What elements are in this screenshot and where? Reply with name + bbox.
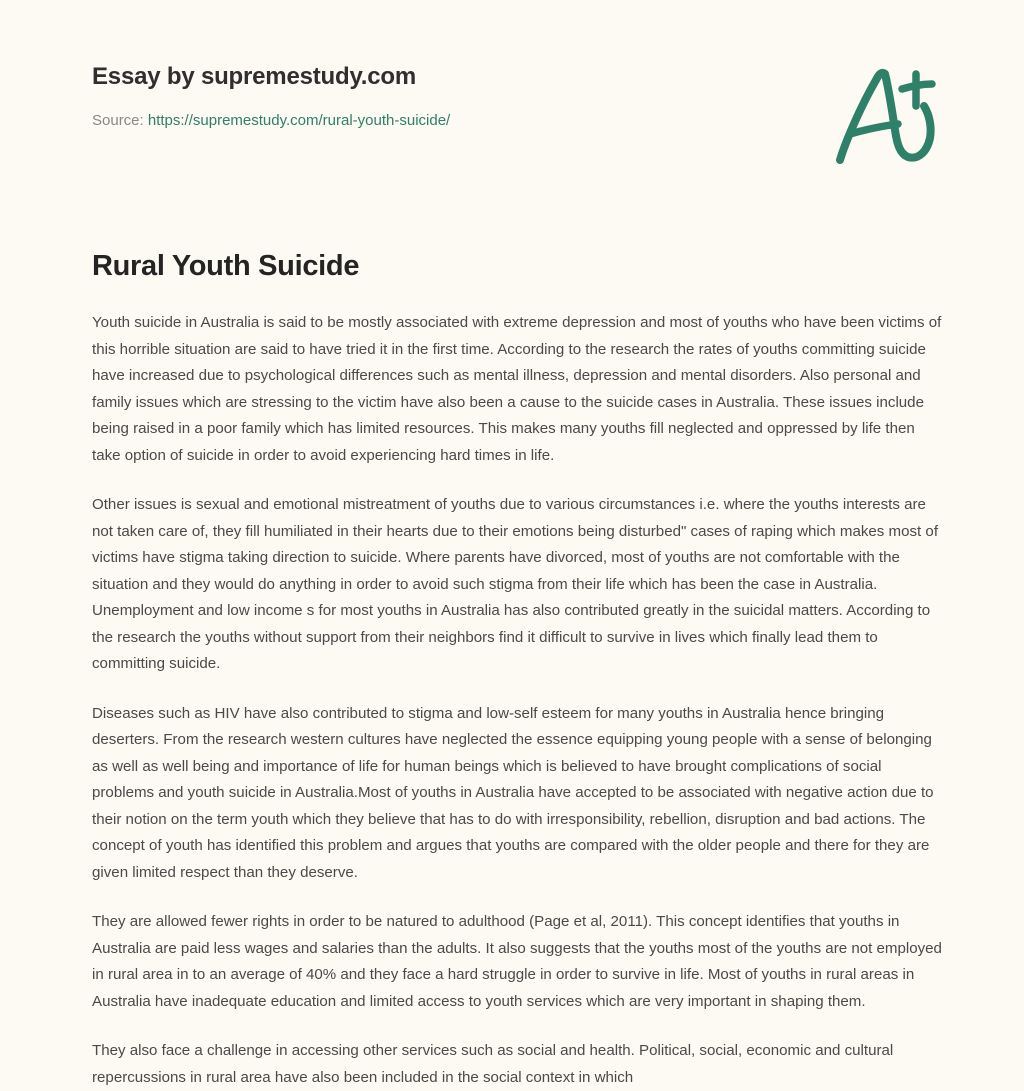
article <box>92 248 944 1091</box>
article-paragraph: They also face a challenge in accessing other services such as social and health. Political, social, economic and cultural repercussions in rural area have also been included in the social context in which <box>92 1042 894 1086</box>
article-paragraph: Youth suicide in Australia is said to be mostly associated with extreme depression and most of youths who have been victims of this horrible situation are said to have tried it in the first time. According to the research the rates of youths committing suicide have increased due to psychological differences such as mental illness, depression and mental disorders. Also personal and family issues which are stressing to the victim have also been a cause to the suicide cases in Australia. These issues include being raised in a poor family which has limited resources. This makes many youths fill neglected and oppressed by life then take option of suicide in order to avoid experiencing hard times in life. <box>92 314 942 464</box>
source-line <box>92 92 450 130</box>
source-label: Source: <box>92 111 144 129</box>
page-header <box>0 0 1024 200</box>
article-paragraph: They are allowed fewer rights in order to be natured to adulthood (Page et al, 2011). This concept identifies that youths in Australia are paid less wages and salaries than the adults. It also suggests that the youths most of the youths are not employed in rural area in to an average of 40% and they face a hard struggle in order to survive in life. Most of youths in rural areas in Australia have inadequate education and limited access to youth services which are very important in shaping them. <box>92 913 942 1010</box>
article-paragraph: Other issues is sexual and emotional mistreatment of youths due to various circumstances i.e. where the youths interests are not taken care of, they fill humiliated in their hearts due to their emotions being disturbed" cases of raping which makes most of victims have stigma taking direction to suicide. Where parents have divorced, most of youths are not comfortable with the situation and they would do anything in order to avoid such stigma from their life which has been the case in Australia. Unemployment and low income s for most youths in Australia has also contributed greatly in the suicidal matters. According to the research the youths without support from their neighbors find it difficult to survive in lives which finally lead them to committing suicide. <box>92 496 939 673</box>
a-plus-logo[interactable] <box>828 62 948 172</box>
page-title: Rural Youth Suicide <box>92 250 360 282</box>
brand-block <box>92 63 450 130</box>
article-paragraph: Diseases such as HIV have also contributed to stigma and low-self esteem for many youths in Australia hence bringing deserters. From the research western cultures have neglected the essence equipping young people with a sense of belonging as well as well being and importance of life for human beings which is believed to have brought complications of social problems and youth suicide in Australia.Most of youths in Australia have accepted to be associated with negative action due to their notion on the term youth which they believe that has to do with irresponsibility, rebellion, disruption and bad actions. The concept of youth has identified this problem and argues that youths are compared with the older people and there for they are given limited respect than they deserve. <box>92 704 934 881</box>
brand-title: Essay by supremestudy.com <box>92 63 417 90</box>
source-url-link[interactable]: https://supremestudy.com/rural-youth-suicide/ <box>147 111 451 129</box>
article-body <box>92 310 944 1091</box>
